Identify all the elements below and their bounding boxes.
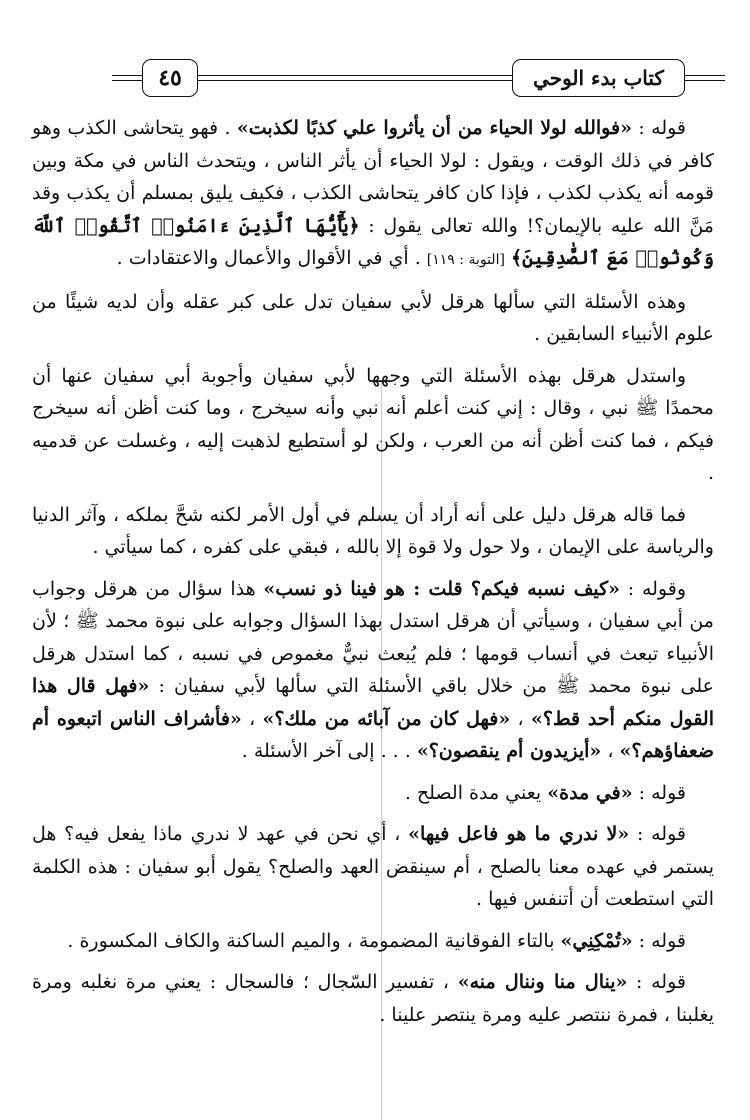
quoted-phrase: «في مدة» — [547, 781, 633, 804]
quoted-phrase: «فهل قال هذا القول منكم أحد قط؟» — [32, 675, 714, 730]
quoted-phrase: «فوالله لولا الحياء من أن يأثروا علي كذبًا لكذبت» — [236, 117, 632, 139]
text-run: قوله : — [632, 929, 686, 952]
quoted-phrase: ﴿يَٰٓأَيُّهَا ٱلَّذِينَ ءَامَنُوا۟ ٱتَّقُوا۟ ٱللَّهَ وَكُونُوا۟ مَعَ ٱلصَّٰدِقِينَ﴾ — [32, 214, 714, 269]
header-rule — [685, 80, 725, 81]
paragraph — [32, 112, 714, 277]
paragraph — [32, 966, 714, 1031]
paragraph — [32, 286, 714, 351]
text-run: قوله : — [632, 781, 686, 804]
chapter-title: كتاب بدء الوحي — [512, 59, 685, 97]
page-number: ٤٥ — [142, 59, 198, 97]
paragraph — [32, 925, 714, 958]
header-rule — [685, 75, 725, 76]
quoted-phrase: «فهل كان من آبائه من ملك؟» — [262, 707, 511, 730]
paragraph — [32, 499, 714, 564]
paragraph — [32, 777, 714, 810]
text-run: قوله : — [629, 823, 686, 845]
text-run: ، — [601, 740, 620, 762]
text-run: وقوله : — [620, 577, 687, 600]
text-run: واستدل هرقل بهذه الأسئلة التي وجهها لأبي سفيان وأجوبة أبي سفيان عنها أن محمدًا ﷺ نبي ، وقال : إني كنت أعلم أنه نبي وأنه سيخرج ، وما كنت أظن أنه سيخرج فيكم ، فما كنت أظن أنه من العرب ، ولكن لو أستطيع لذهبت إليه ، وغسلت عن قدميه . — [32, 364, 714, 484]
quoted-phrase: «لا ندري ما هو فاعل فيها» — [408, 823, 630, 845]
header-rule — [198, 80, 512, 81]
quoted-phrase: «تُمْكِنِي» — [560, 929, 633, 952]
header-rule — [112, 75, 142, 76]
text-run: فما قاله هرقل دليل على أنه أراد أن يسلم في أول الأمر لكنه شحَّ بملكه ، وآثر الدنيا والرياسة على الإيمان ، ولا حول ولا قوة إلا بالله ، فبقي على كفره ، كما سيأتي . — [32, 503, 714, 558]
quoted-phrase: «أيزيدون أم ينقصون؟» — [416, 740, 602, 762]
text-run: بالتاء الفوقانية المضمومة ، والميم الساكنة والكاف المكسورة . — [67, 929, 561, 952]
paragraph — [32, 818, 714, 916]
text-run: ، — [241, 707, 263, 730]
paragraph — [32, 573, 714, 768]
text-run: يعني مدة الصلح . — [404, 781, 548, 804]
body-text — [32, 112, 714, 1040]
header-rule — [198, 75, 512, 76]
text-run: وهذه الأسئلة التي سألها هرقل لأبي سفيان تدل على كبر عقله وأن لديه شيئًا من علوم الأنبياء السابقين . — [32, 290, 714, 345]
text-run: ، — [510, 707, 531, 730]
text-run: . . . إلى آخر الأسئلة . — [241, 740, 417, 762]
text-run: قوله : — [631, 117, 687, 139]
page-header — [30, 55, 725, 101]
text-run: قوله : — [627, 971, 686, 993]
header-rule — [112, 80, 142, 81]
text-run: . فهو يتحاشى الكذب وهو كافر في ذلك الوقت ، ويقول : لولا الحياء أن يأثر الناس ، ويتحدث الناس في مكة وبين قومه أنه يكذب لكذب ، فإذا كان كافر يتحاشى الكذب ، فكيف يليق بمسلم أن يكذب وقد مَنَّ الله عليه بالإيمان؟! والله تعالى يقول : — [32, 117, 714, 237]
quoted-phrase: «فأشراف الناس اتبعوه أم ضعفاؤهم؟» — [32, 707, 714, 762]
paragraph — [32, 360, 714, 490]
text-run: ، أي نحن في عهد لا ندري ماذا يفعل فيه؟ هل يستمر في عهده معنا بالصلح ، أم سينقض العهد والصلح؟ يقول أبو سفيان : هذه الكلمة التي استطعت أن أتنفس فيها . — [32, 823, 714, 910]
verse-reference: [التوبة : ١١٩] — [426, 252, 505, 268]
text-run: . أي في الأقوال والأعمال والاعتقادات . — [116, 247, 427, 269]
text-run: هذا سؤال من هرقل وجواب من أبي سفيان ، وسيأتي أن هرقل استدل بهذا السؤال وجوابه على نبوة محمد ﷺ ؛ لأن الأنبياء تبعث في أنساب قومها ؛ فلم يُبعث نبيٌّ مغموص في نسبه ، كما استدل هرقل على نبوة محمد ﷺ من خلال باقي الأسئلة التي سألها لأبي سفيان : — [32, 577, 714, 697]
text-run: ، تفسير السّجال ؛ فالسجال : يعني مرة نغلبه ومرة يغلبنا ، فمرة ننتصر عليه ومرة ينتصر علينا . — [32, 971, 714, 1026]
quoted-phrase: «كيف نسبه فيكم؟ قلت : هو فينا ذو نسب» — [263, 577, 621, 600]
quoted-phrase: «ينال منا وننال منه» — [457, 971, 628, 993]
